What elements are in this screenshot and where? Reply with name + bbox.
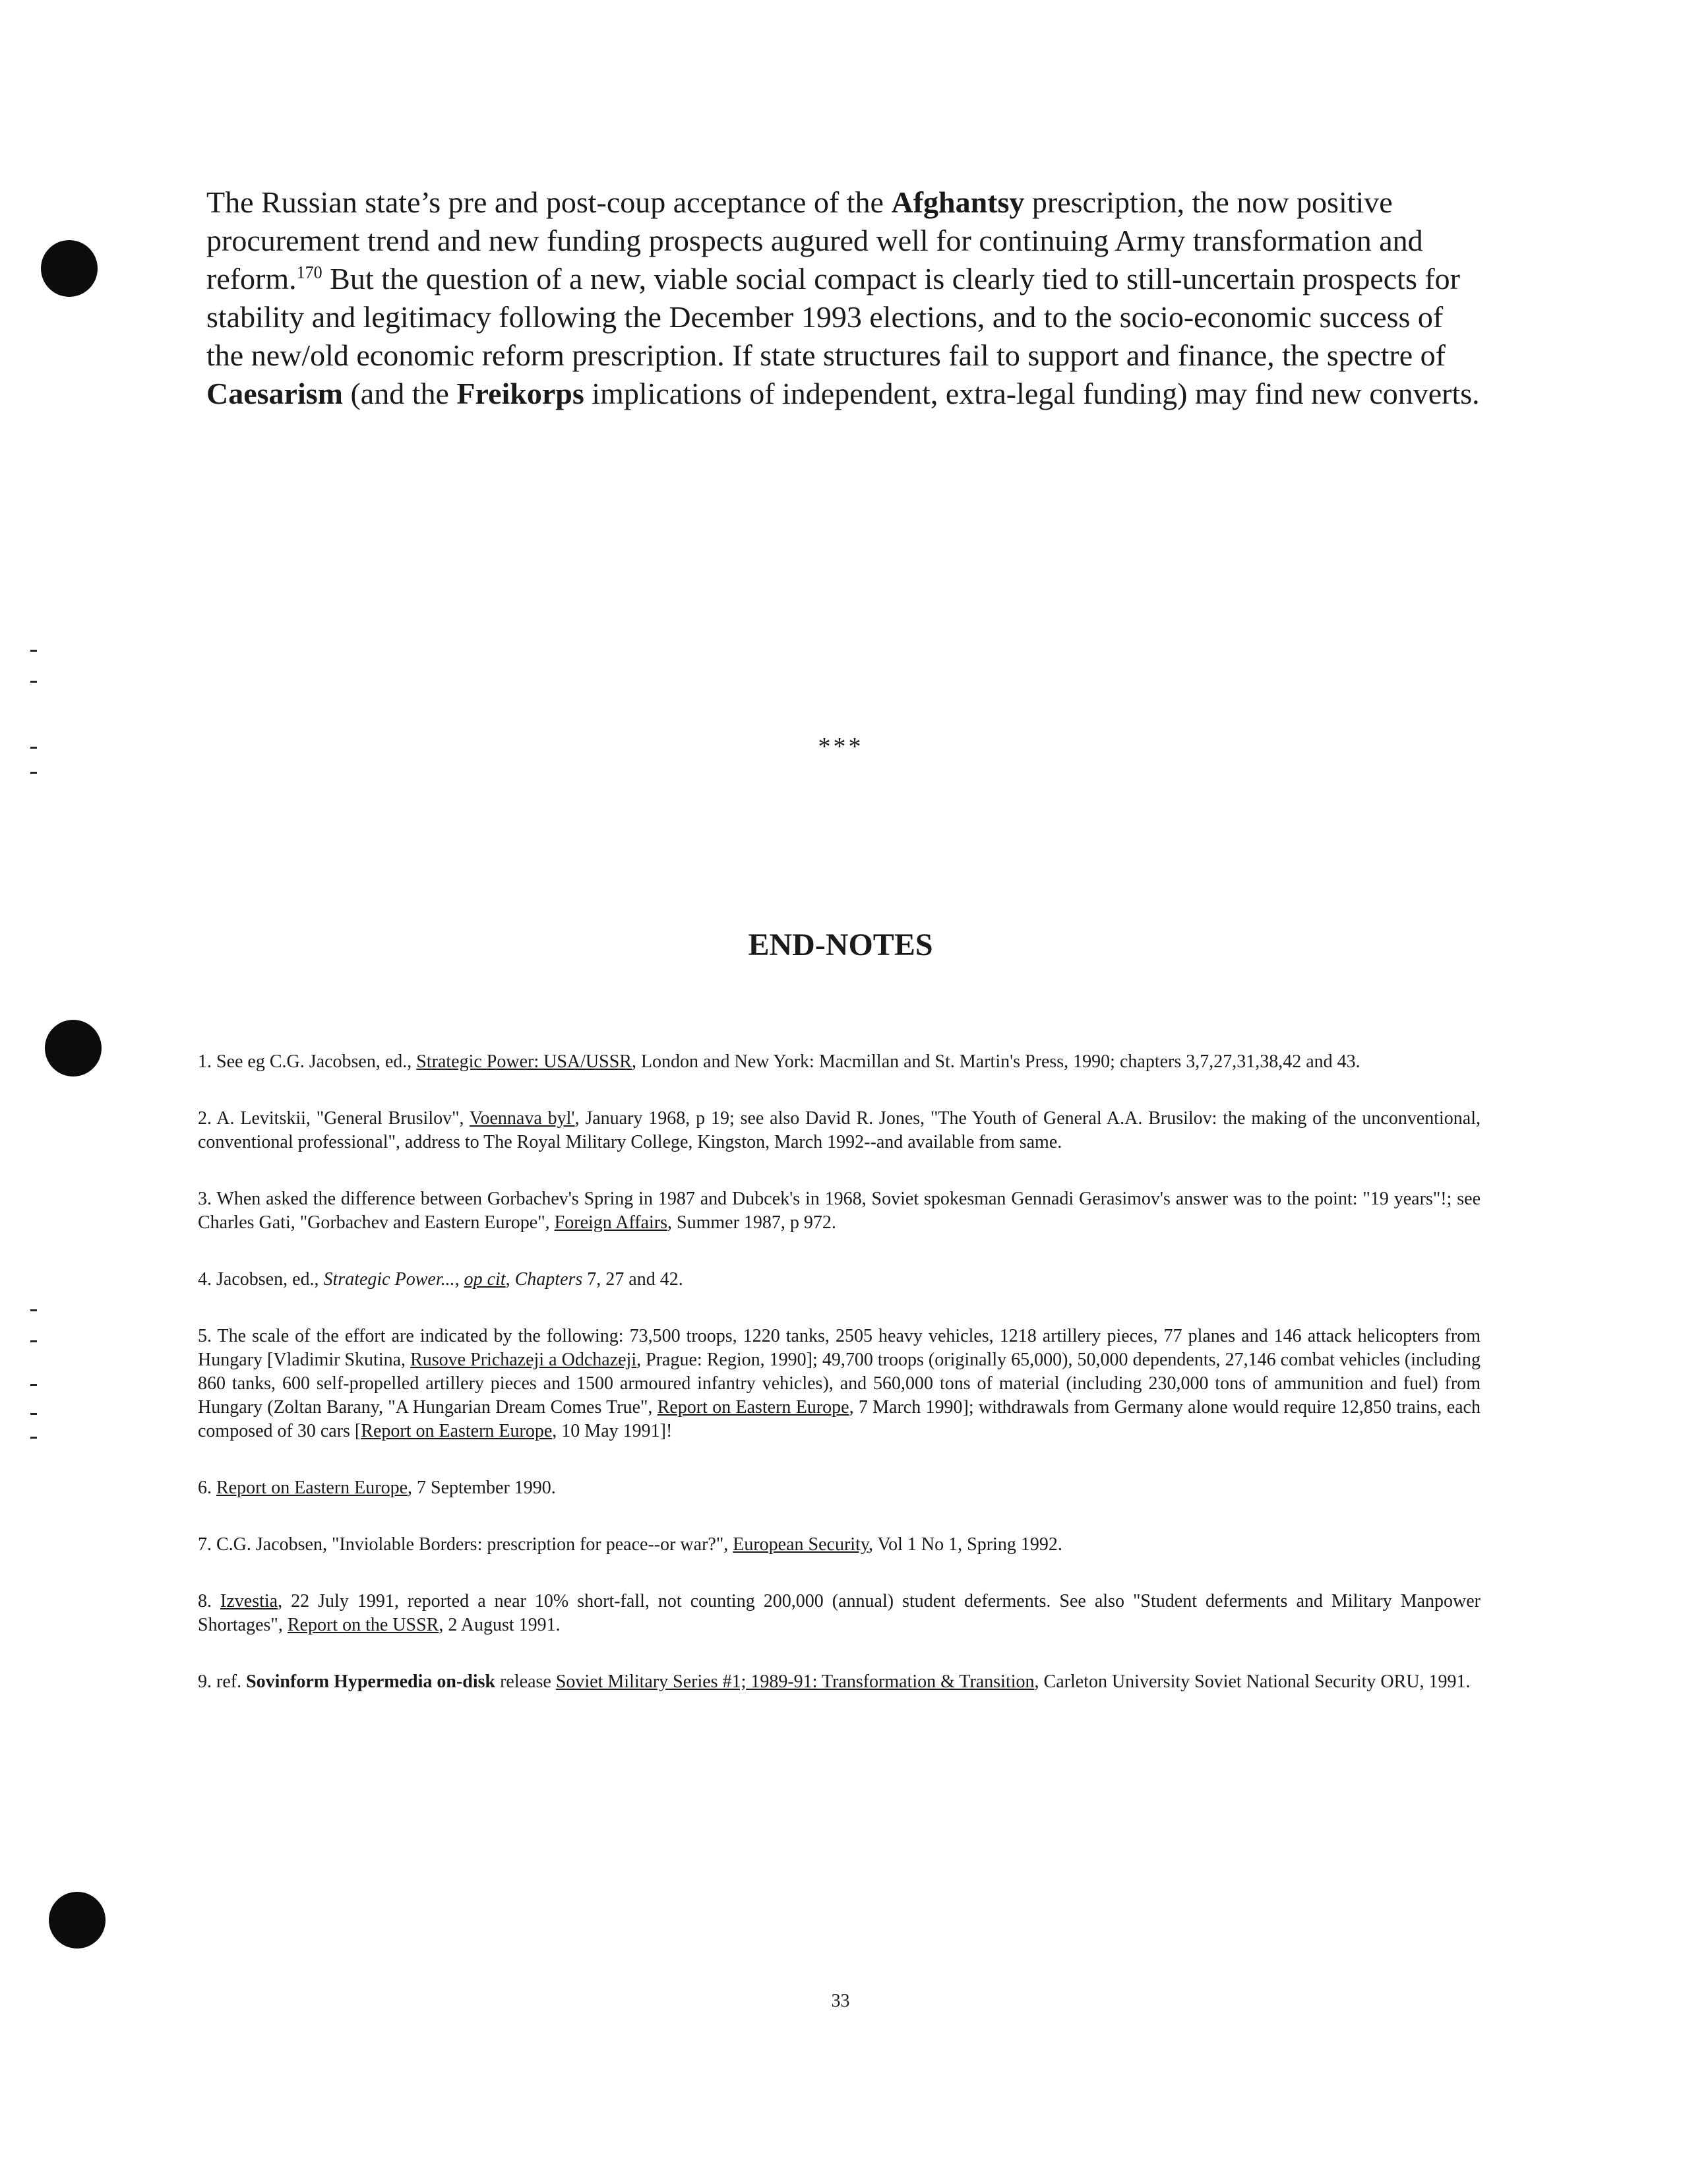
endnotes-heading: END-NOTES (748, 927, 933, 962)
endnote-7 (198, 1533, 1481, 1557)
endnote-1 (198, 1050, 1481, 1074)
endnote-title: Strategic Power... (323, 1269, 455, 1290)
footnote-reference: 170 (296, 263, 322, 282)
endnote-title: European Security (733, 1534, 869, 1555)
endnote-2 (198, 1107, 1481, 1154)
margin-mark (30, 1384, 37, 1386)
endnote-8 (198, 1590, 1481, 1637)
body-term-freikorps: Freikorps (456, 377, 584, 410)
punch-hole-top (41, 240, 98, 297)
endnote-text: 4. Jacobsen, ed., (198, 1269, 324, 1290)
margin-mark (30, 747, 37, 749)
endnote-text: , London and New York: Macmillan and St. Martin's Press, 1990; chapters 3,7,27,31,38,42 and 43. (631, 1051, 1360, 1072)
endnote-title: Foreign Affairs (554, 1212, 668, 1233)
body-text: prescription, the now positive procurement trend and new funding prospects augured well for continuing Army transformation and reform. (206, 185, 1423, 296)
endnote-title: Voennava byl' (469, 1108, 575, 1129)
endnote-text: 6. (198, 1478, 216, 1498)
endnote-3 (198, 1187, 1481, 1235)
endnote-text: , 7 March 1990]; withdrawals from Germany alone would require 12,850 trains, each composed of 30 cars [ (198, 1397, 1481, 1441)
endnote-title: Strategic Power: USA/USSR (416, 1051, 632, 1072)
margin-mark (30, 1309, 37, 1311)
endnote-text: release (495, 1671, 556, 1692)
endnote-4 (198, 1268, 1481, 1292)
endnote-chapters: Chapters (514, 1269, 583, 1290)
endnote-title: Report on Eastern Europe (216, 1478, 408, 1498)
endnote-text: , Vol 1 No 1, Spring 1992. (869, 1534, 1062, 1555)
endnote-6 (198, 1476, 1481, 1500)
endnote-text: , 7 September 1990. (408, 1478, 556, 1498)
endnote-title: Report on Eastern Europe (657, 1397, 849, 1418)
endnote-op-cit: op cit (464, 1269, 506, 1290)
margin-mark (30, 1340, 37, 1342)
endnote-text: , Summer 1987, p 972. (667, 1212, 836, 1233)
endnote-text: 7. C.G. Jacobsen, "Inviolable Borders: prescription for peace--or war?", (198, 1534, 733, 1555)
endnote-text: 7, 27 and 42. (582, 1269, 683, 1290)
body-text: (and the (342, 377, 457, 410)
body-term-afghantsy: Afghantsy (891, 185, 1025, 219)
page-number: 33 (831, 1991, 850, 2011)
endnote-text: 8. (198, 1591, 221, 1611)
margin-mark (30, 1437, 37, 1439)
endnote-title: Izvestia (220, 1591, 278, 1611)
endnote-text: , 10 May 1991]! (552, 1421, 673, 1441)
endnote-text: , 2 August 1991. (439, 1615, 561, 1635)
margin-mark (30, 772, 37, 774)
endnote-text: , 22 July 1991, reported a near 10% short-fall, not counting 200,000 (annual) student deferments. See also "Student deferments and Military Manpower Shortages", (198, 1591, 1481, 1635)
endnote-title: Rusove Prichazeji a Odchazeji (410, 1350, 637, 1370)
endnote-text: 3. When asked the difference between Gorbachev's Spring in 1987 and Dubcek's in 1968, Soviet spokesman Gennadi Gerasimov's answer was to the point: "19 years"!; see Charles Gati, "Gorbachev and Eastern Europe", (198, 1189, 1481, 1233)
body-text: The Russian state’s pre and post-coup acceptance of the (206, 185, 892, 219)
endnote-text: , Carleton University Soviet National Security ORU, 1991. (1034, 1671, 1471, 1692)
endnotes-list (198, 1050, 1481, 1727)
endnote-text: 1. See eg C.G. Jacobsen, ed., (198, 1051, 417, 1072)
margin-mark (30, 650, 37, 652)
body-term-caesarism: Caesarism (206, 377, 343, 410)
endnote-text: , January 1968, p 19; see also David R. Jones, "The Youth of General A.A. Brusilov: the making of the unconventional, conventional professional", address to The Royal Military College, Kingston, March 1992--and available from same. (198, 1108, 1481, 1152)
endnote-text: , (454, 1269, 464, 1290)
punch-hole-bottom (49, 1892, 106, 1949)
endnote-5 (198, 1325, 1481, 1443)
endnote-title: Report on Eastern Europe (361, 1421, 553, 1441)
punch-hole-middle (45, 1020, 102, 1076)
endnote-text: , (505, 1269, 515, 1290)
endnote-title: Soviet Military Series #1; 1989-91: Transformation & Transition (555, 1671, 1035, 1692)
endnote-9 (198, 1670, 1481, 1694)
section-separator: *** (818, 733, 864, 761)
endnote-text: , Prague: Region, 1990]; 49,700 troops (originally 65,000), 50,000 dependents, 27,146 combat vehicles (including 860 tanks, 600 self-propelled artillery pieces and 1500 armoured infantry vehicles), and 560,000 tons of material (including 230,000 tons of ammunition and fuel) from Hungary (Zoltan Barany, "A Hungarian Dream Comes True", (198, 1350, 1481, 1418)
margin-mark (30, 681, 37, 683)
body-text: implications of independent, extra-legal funding) may find new converts. (584, 377, 1480, 410)
body-text: But the question of a new, viable social compact is clearly tied to still-uncertain prospects for stability and legitimacy following the December 1993 elections, and to the socio-economic success of the new/old economic reform prescription. If state structures fail to support and finance, the spectre of (206, 262, 1460, 372)
body-paragraph (206, 183, 1486, 413)
endnote-text: 9. ref. (198, 1671, 247, 1692)
endnote-title: Report on the USSR (287, 1615, 439, 1635)
endnote-text: 5. The scale of the effort are indicated by the following: 73,500 troops, 1220 tanks, 2505 heavy vehicles, 1218 artillery pieces, 77 planes and 146 attack helicopters from Hungary [Vladimir Skutina, (198, 1326, 1481, 1370)
margin-mark (30, 1413, 37, 1415)
endnote-text: 2. A. Levitskii, "General Brusilov", (198, 1108, 470, 1129)
endnote-product: Sovinform Hypermedia on-disk (246, 1671, 496, 1692)
